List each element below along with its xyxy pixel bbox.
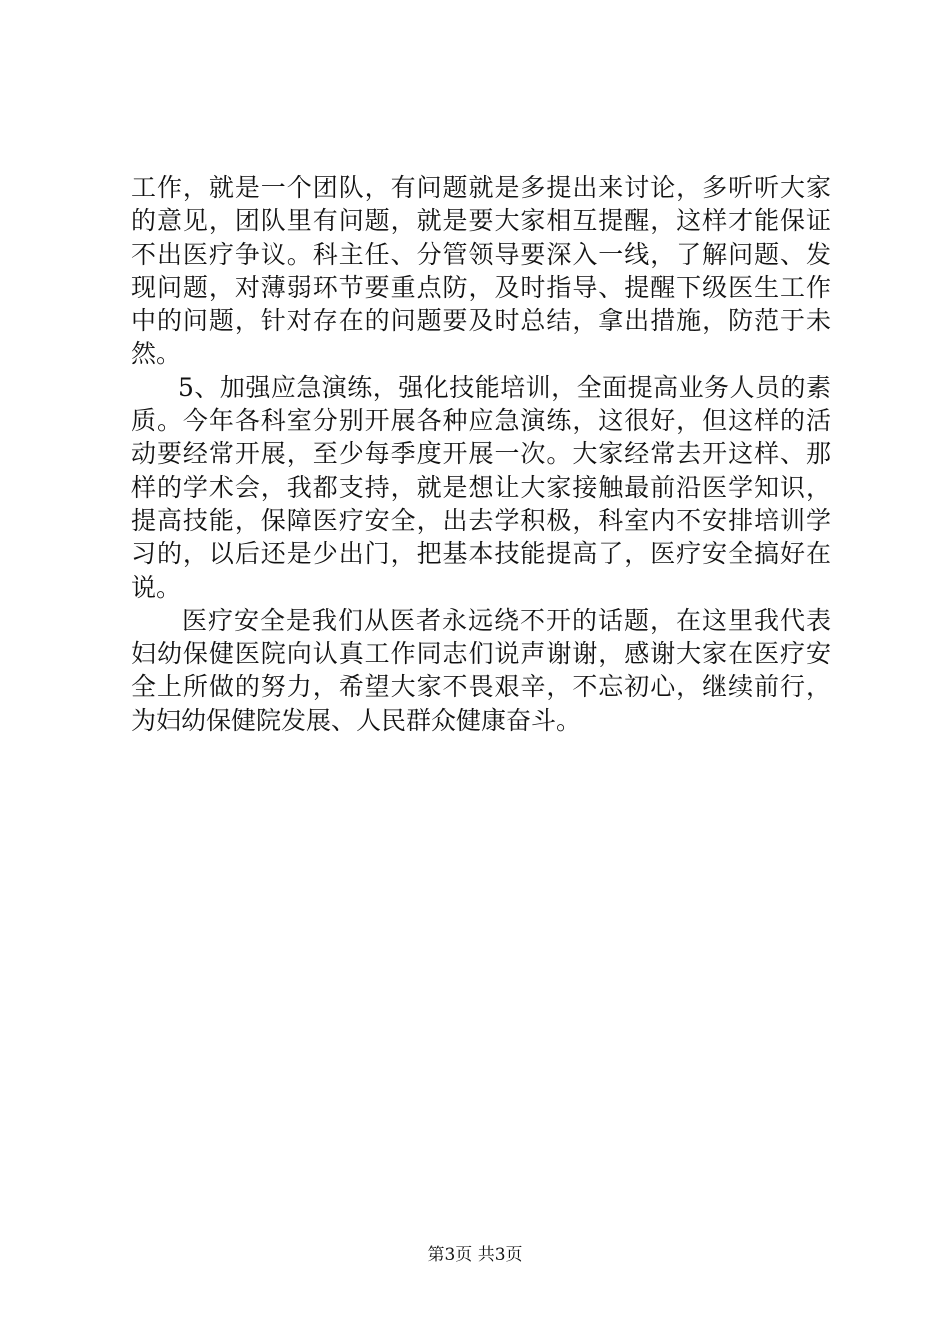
text-line: 全上所做的努力，希望大家不畏艰辛，不忘初心，继续前行， [131, 672, 831, 702]
text-line: 样的学术会，我都支持，就是想让大家接触最前沿医学知识， [131, 472, 831, 502]
text-line: 中的问题，针对存在的问题要及时总结，拿出措施，防范于未 [131, 306, 831, 336]
text-line: 为妇幼保健院发展、人民群众健康奋斗。 [131, 705, 582, 735]
text-line: 医疗安全是我们从医者永远绕不开的话题，在这里我代表 [182, 605, 831, 635]
text-line: 工作，就是一个团队，有问题就是多提出来讨论，多听听大家 [131, 173, 831, 202]
text-line: 然。 [131, 339, 182, 369]
text-line: 现问题，对薄弱环节要重点防，及时指导、提醒下级医生工作 [131, 272, 831, 302]
text-line: 妇幼保健医院向认真工作同志们说声谢谢，感谢大家在医疗安 [131, 639, 831, 669]
text-line: 质。今年各科室分别开展各种应急演练，这很好，但这样的活 [131, 406, 831, 436]
paragraph-1 [131, 171, 831, 371]
paragraph-3 [131, 604, 831, 737]
text-line: 5、加强应急演练，强化技能培训，全面提高业务人员的素 [178, 372, 831, 402]
text-line: 说。 [131, 572, 182, 602]
paragraph-2 [131, 371, 831, 604]
text-line: 提高技能，保障医疗安全，出去学积极，科室内不安排培训学 [131, 505, 831, 535]
page-footer: 第3页 共3页 [427, 1245, 523, 1265]
text-line: 习的，以后还是少出门，把基本技能提高了，医疗安全搞好在 [131, 539, 831, 569]
document-body [131, 171, 831, 737]
text-line: 动要经常开展，至少每季度开展一次。大家经常去开这样、那 [131, 439, 831, 469]
text-line: 的意见，团队里有问题，就是要大家相互提醒，这样才能保证 [131, 206, 831, 236]
text-line: 不出医疗争议。科主任、分管领导要深入一线，了解问题、发 [131, 239, 831, 269]
